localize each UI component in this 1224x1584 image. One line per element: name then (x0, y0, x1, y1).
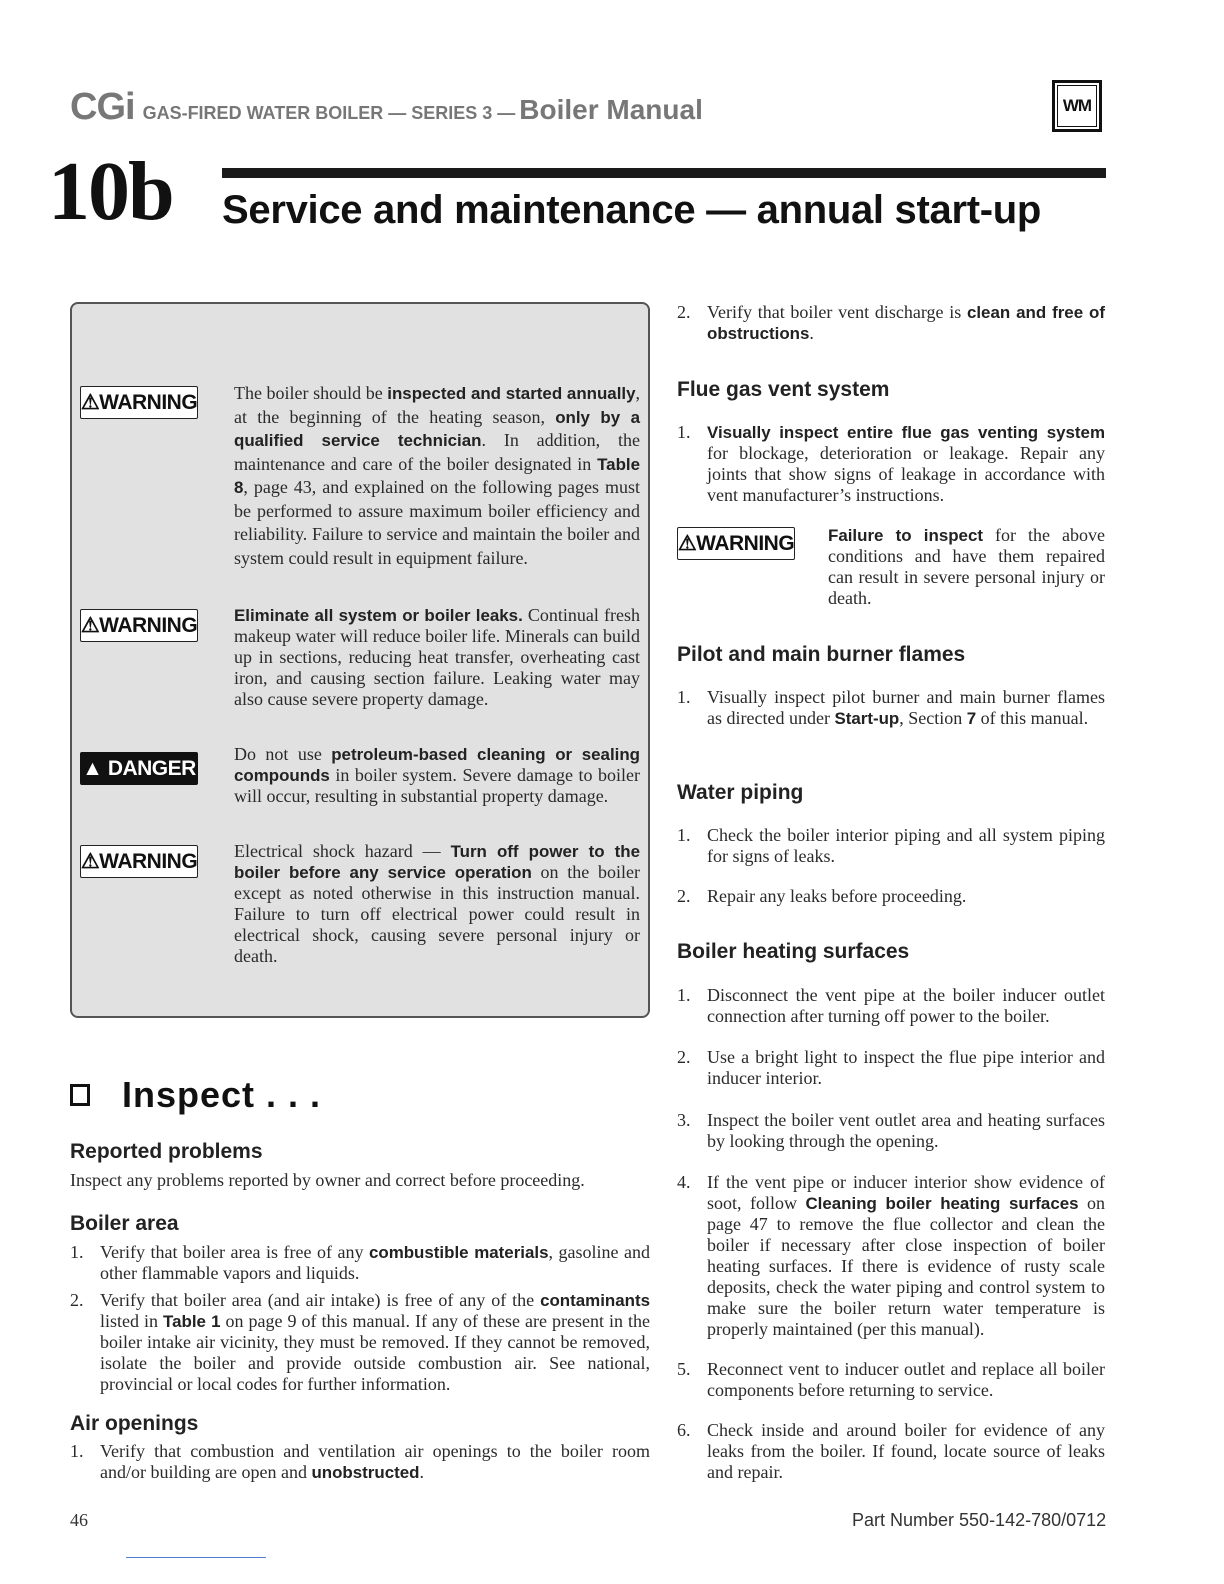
inspect-title: Inspect . . . (122, 1074, 322, 1115)
danger-text: Do not use petroleum-based cleaning or sealing compounds in boiler system. Severe damage to boiler will occur, resulting in substantial property damage. (234, 744, 640, 806)
flue-gas-heading: Flue gas vent system (677, 378, 890, 401)
list-item: 4. If the vent pipe or inducer interior show evidence of soot, follow Cleaning boiler heating surfaces on page 47 to remove the flue collector and clean the boiler if necessary after close inspection of boiler heating surfaces. If there is evidence of rusty scale deposits, check the water piping and control system to make sure the boiler return water temperature is properly maintained (per this manual). (677, 1172, 1105, 1339)
heating-surfaces-heading: Boiler heating surfaces (677, 940, 910, 963)
flue-warning-text: Failure to inspect for the above conditions and have them repaired can result in severe personal injury or death. (828, 525, 1105, 608)
section-number: 10b (48, 145, 173, 238)
danger-triangle-icon: ▲ (82, 756, 103, 780)
list-item: 1. Verify that combustion and ventilation air openings to the boiler room and/or building are open and unobstructed. (70, 1441, 650, 1482)
warning-triangle-icon: ⚠ (80, 391, 100, 414)
list-item: 1. Check the boiler interior piping and all system piping for signs of leaks. (677, 825, 1105, 866)
section-rule (222, 168, 1106, 178)
reported-problems-heading: Reported problems (70, 1140, 263, 1163)
water-piping-heading: Water piping (677, 781, 804, 804)
warning-badge: ⚠ WARNING (80, 386, 198, 419)
list-item: 2. Use a bright light to inspect the flue pipe interior and inducer interior. (677, 1047, 1105, 1088)
list-item: 3. Inspect the boiler vent outlet area and heating surfaces by looking through the opening. (677, 1110, 1105, 1151)
brand-logo (1052, 80, 1102, 132)
part-number: Part Number 550-142-780/0712 (852, 1510, 1107, 1530)
pilot-flames-heading: Pilot and main burner flames (677, 643, 966, 666)
list-item: 2. Repair any leaks before proceeding. (677, 886, 967, 906)
section-title: Service and maintenance — annual start-up (222, 188, 1042, 232)
danger-badge: ▲ DANGER (80, 752, 198, 785)
page-number: 46 (70, 1510, 88, 1530)
boiler-area-heading: Boiler area (70, 1212, 179, 1235)
warning-badge: ⚠ WARNING (80, 845, 198, 878)
warning-triangle-icon: ⚠ (80, 614, 100, 637)
flue-warning-block (677, 527, 1105, 607)
warning-badge: ⚠ WARNING (80, 609, 198, 642)
air-openings-heading: Air openings (70, 1412, 199, 1435)
warning-triangle-icon: ⚠ (80, 850, 100, 873)
brand-name: CGi (70, 86, 135, 128)
list-item: 2. Verify that boiler vent discharge is clean and free of obstructions. (677, 302, 1105, 343)
list-item: 2. Verify that boiler area (and air intake) is free of any of the contaminants listed in Table 1 on page 9 of this manual. If any of these are present in the boiler intake air vicinity, they must be removed. If they cannot be removed, isolate the boiler and provide outside combustion air. See national, provincial or local codes for further information. (70, 1290, 651, 1394)
footer-underline (126, 1557, 266, 1558)
running-header (70, 86, 1110, 126)
list-item: 6. Check inside and around boiler for evidence of any leaks from the boiler. If found, locate source of leaks and repair. (677, 1420, 1105, 1482)
list-item: 1. Visually inspect pilot burner and main burner flames as directed under Start-up, Section 7 of this manual. (677, 687, 1105, 728)
checkbox-icon (70, 1084, 90, 1106)
warning-text: The boiler should be inspected and started annually, at the beginning of the heating season, only by a qualified service technician. In addition, the maintenance and care of the boiler designated in Table 8, page 43, and explained on the following pages must be performed to assure maximum boiler efficiency and reliability. Failure to service and maintain the boiler and system could result in equipment failure. (234, 383, 641, 568)
list-item: 5. Reconnect vent to inducer outlet and replace all boiler components before returning to service. (677, 1359, 1105, 1400)
list-item: 1. Disconnect the vent pipe at the boiler inducer outlet connection after turning off power to the boiler. (677, 985, 1105, 1026)
list-item: 1. Visually inspect entire flue gas venting system for blockage, deterioration or leakage. Repair any joints that show signs of leakage in accordance with vent manufacturer’s instructions. (677, 422, 1105, 505)
warning-triangle-icon: ⚠ (677, 532, 697, 555)
inspect-heading (70, 1072, 321, 1118)
reported-problems-text: Inspect any problems reported by owner and correct before proceeding. (70, 1170, 585, 1190)
safety-warnings-box (70, 302, 650, 1018)
header-subtitle: GAS-FIRED WATER BOILER — SERIES 3 — (142, 103, 516, 123)
logo-mark: WM (1057, 85, 1097, 127)
header-manual-title: Boiler Manual (519, 94, 703, 125)
warning-text: Electrical shock hazard — Turn off power to the boiler before any service operation on the boiler except as noted otherwise in this instruction manual. Failure to turn off electrical power could result in electrical shock, causing severe personal injury or death. (234, 841, 640, 966)
list-item: 1. Verify that boiler area is free of any combustible materials, gasoline and other flammable vapors and liquids. (70, 1242, 650, 1283)
warning-badge: ⚠ WARNING (677, 527, 795, 560)
warning-text: Eliminate all system or boiler leaks. Continual fresh makeup water will reduce boiler life. Minerals can build up in sections, reducing heat transfer, overheating cast iron, and causing section failure. Leaking water may also cause severe property damage. (234, 605, 641, 709)
